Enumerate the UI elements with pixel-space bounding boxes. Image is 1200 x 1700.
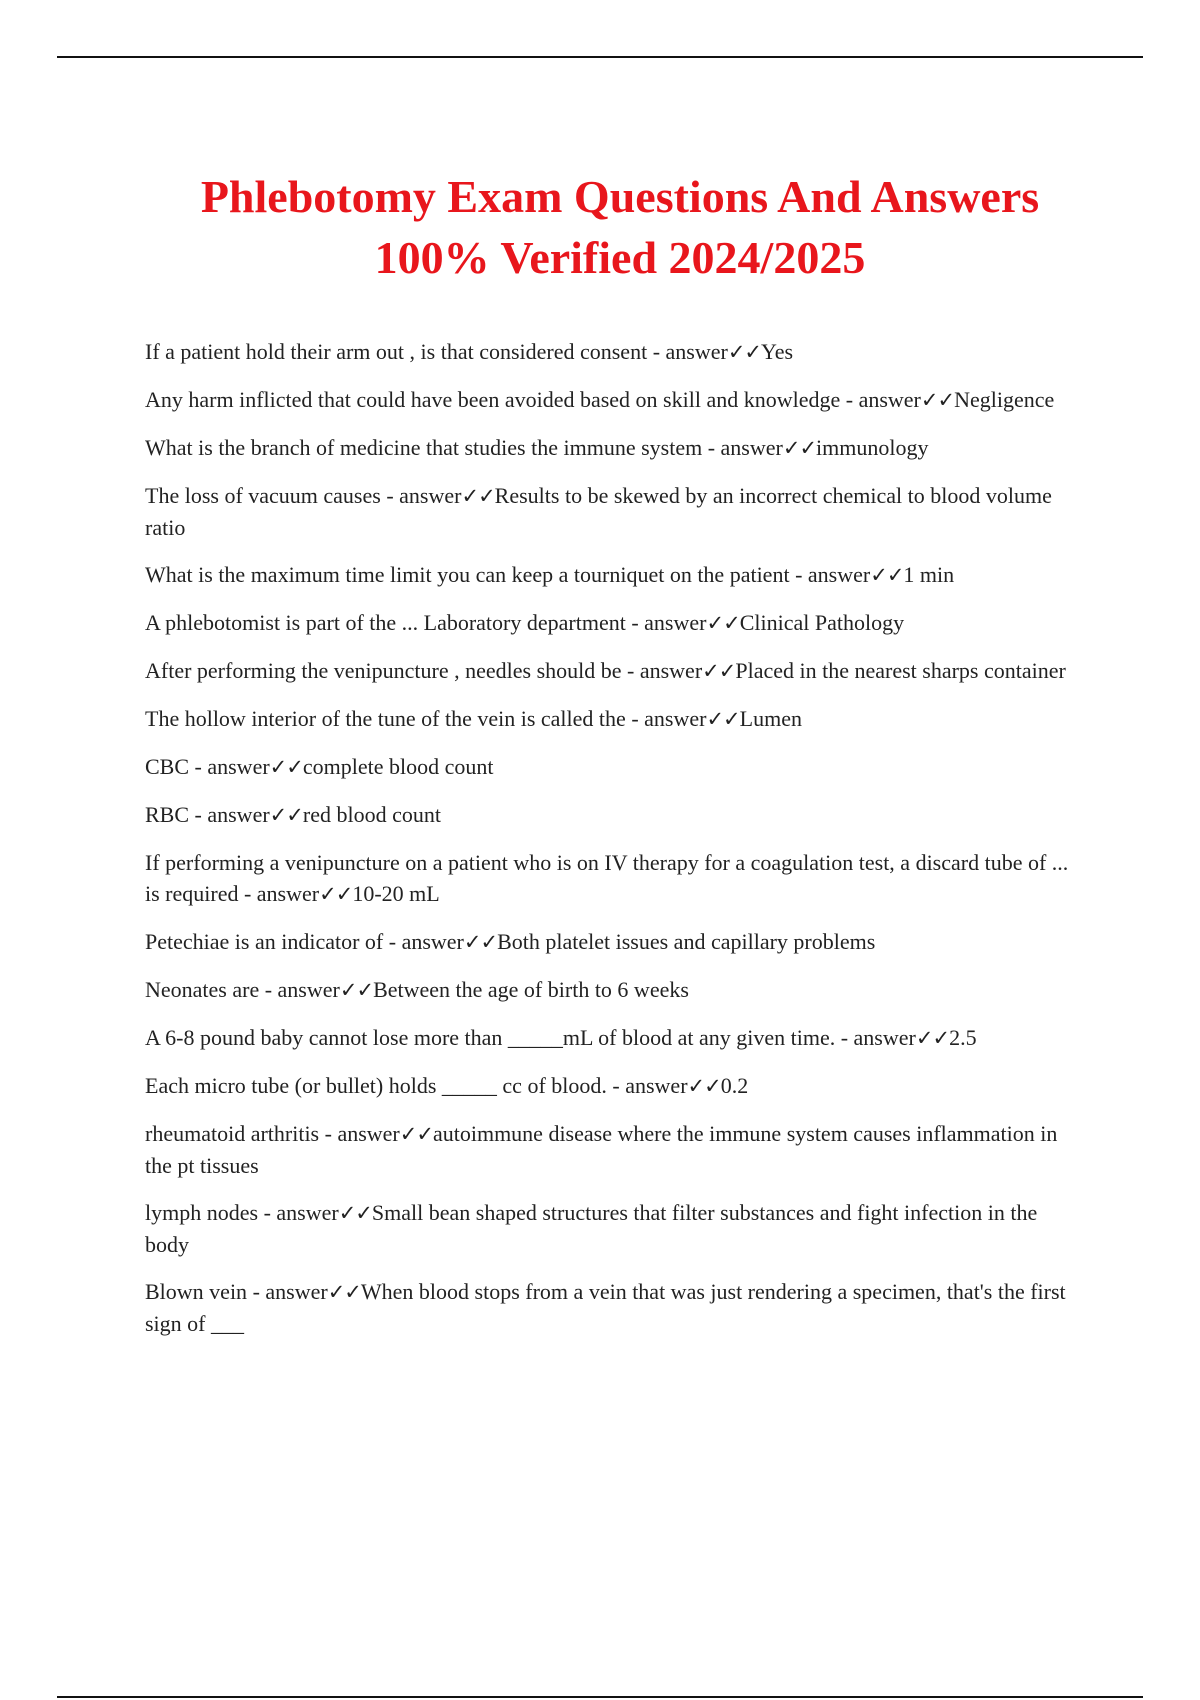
answer-label: answer [625, 1073, 688, 1098]
question-text: The hollow interior of the tune of the vein is called the [145, 706, 626, 731]
qa-item [145, 1197, 1085, 1260]
qa-item [145, 1276, 1085, 1339]
bottom-rule [57, 1696, 1143, 1698]
question-text: Neonates are [145, 977, 260, 1002]
top-rule [57, 56, 1143, 58]
answer-text: Negligence [954, 387, 1055, 412]
qa-list [145, 336, 1085, 1355]
qa-item [145, 974, 1085, 1006]
separator: - [621, 658, 640, 683]
question-text: The loss of vacuum causes [145, 483, 381, 508]
qa-item [145, 559, 1085, 591]
check-marks-icon: ✓✓ [727, 340, 762, 364]
answer-label: answer [265, 1279, 328, 1304]
answer-text: red blood count [302, 802, 441, 827]
answer-label: answer [665, 339, 728, 364]
answer-text: Clinical Pathology [739, 610, 905, 635]
check-marks-icon: ✓✓ [920, 388, 955, 412]
question-text: RBC [145, 802, 190, 827]
check-marks-icon: ✓✓ [338, 1201, 372, 1225]
separator: - [840, 387, 859, 412]
question-text: Petechiae is an indicator of [145, 929, 384, 954]
check-marks-icon: ✓✓ [269, 755, 303, 779]
question-text: Each micro tube (or bullet) holds _____ cc of blood. [145, 1073, 607, 1098]
qa-item [145, 336, 1085, 368]
separator: - [702, 435, 721, 460]
answer-label: answer [644, 706, 707, 731]
check-marks-icon: ✓✓ [706, 611, 740, 635]
qa-item [145, 703, 1085, 735]
check-marks-icon: ✓✓ [782, 436, 817, 460]
answer-label: answer [337, 1121, 400, 1146]
qa-item [145, 1022, 1085, 1054]
question-text: A 6-8 pound baby cannot lose more than _____mL of blood at any given time. [145, 1025, 836, 1050]
answer-text: 10-20 mL [352, 881, 440, 906]
answer-text: Lumen [739, 706, 802, 731]
answer-text: autoimmune disease where the immune system causes inflammation in the pt tissues [145, 1121, 1058, 1178]
answer-label: answer [858, 387, 921, 412]
question-text: If performing a venipuncture on a patient who is on IV therapy for a coagulation test, a discard tube of ... is required [145, 850, 1069, 906]
check-marks-icon: ✓✓ [687, 1074, 721, 1098]
answer-text: Both platelet issues and capillary problems [497, 929, 876, 954]
question-text: If a patient hold their arm out , is that considered consent [145, 339, 648, 364]
separator: - [189, 754, 208, 779]
qa-item [145, 751, 1085, 783]
answer-label: answer [399, 483, 462, 508]
check-marks-icon: ✓✓ [339, 978, 374, 1002]
answer-label: answer [639, 658, 703, 683]
answer-text: complete blood count [302, 754, 494, 779]
answer-label: answer [276, 1200, 339, 1225]
separator: - [647, 339, 666, 364]
question-text: Blown vein [145, 1279, 248, 1304]
check-marks-icon: ✓✓ [702, 659, 736, 683]
qa-item [145, 847, 1085, 910]
title-line-2: 100% Verified 2024/2025 [374, 232, 866, 283]
separator: - [238, 881, 257, 906]
answer-label: answer [807, 562, 871, 587]
separator: - [247, 1279, 266, 1304]
question-text: CBC [145, 754, 190, 779]
separator: - [625, 610, 645, 635]
check-marks-icon: ✓✓ [319, 882, 353, 906]
separator: - [259, 977, 278, 1002]
separator: - [625, 706, 645, 731]
answer-text: When blood stops from a vein that was just rendering a specimen, that's the first sign of ___ [145, 1279, 1066, 1336]
check-marks-icon: ✓✓ [461, 484, 495, 508]
answer-label: answer [853, 1025, 916, 1050]
separator: - [835, 1025, 854, 1050]
question-text: What is the branch of medicine that studies the immune system [145, 435, 703, 460]
answer-text: 2.5 [949, 1025, 977, 1050]
check-marks-icon: ✓✓ [327, 1280, 361, 1304]
question-text: What is the maximum time limit you can keep a tourniquet on the patient [145, 562, 790, 587]
separator: - [258, 1200, 277, 1225]
qa-item [145, 432, 1085, 464]
question-text: A phlebotomist is part of the ... Laboratory department [145, 610, 626, 635]
check-marks-icon: ✓✓ [915, 1026, 950, 1050]
answer-text: Yes [761, 339, 794, 364]
qa-item [145, 480, 1085, 543]
check-marks-icon: ✓✓ [463, 930, 498, 954]
answer-text: 0.2 [720, 1073, 749, 1098]
answer-text: 1 min [903, 562, 955, 587]
answer-label: answer [401, 929, 464, 954]
separator: - [189, 802, 208, 827]
answer-text: Results to be skewed by an incorrect chemical to blood volume ratio [145, 483, 1052, 540]
answer-label: answer [644, 610, 707, 635]
separator: - [383, 929, 402, 954]
check-marks-icon: ✓✓ [269, 803, 303, 827]
qa-item [145, 926, 1085, 958]
answer-text: Placed in the nearest sharps container [735, 658, 1066, 683]
qa-item [145, 1118, 1085, 1181]
question-text: rheumatoid arthritis [145, 1121, 320, 1146]
answer-text: immunology [816, 435, 929, 460]
check-marks-icon: ✓✓ [706, 707, 740, 731]
answer-label: answer [207, 802, 270, 827]
answer-text: Between the age of birth to 6 weeks [373, 977, 689, 1002]
separator: - [319, 1121, 338, 1146]
answer-label: answer [277, 977, 340, 1002]
question-text: lymph nodes [145, 1200, 259, 1225]
question-text: Any harm inflicted that could have been avoided based on skill and knowledge [145, 387, 841, 412]
title-line-1: Phlebotomy Exam Questions And Answers [200, 171, 1040, 222]
answer-label: answer [207, 754, 270, 779]
question-text: After performing the venipuncture , needles should be [145, 658, 622, 683]
qa-item [145, 384, 1085, 416]
check-marks-icon: ✓✓ [399, 1122, 433, 1146]
answer-text: Small bean shaped structures that filter substances and fight infection in the body [145, 1200, 1038, 1257]
separator: - [789, 562, 808, 587]
qa-item [145, 607, 1085, 639]
qa-item [145, 655, 1085, 687]
qa-item [145, 1070, 1085, 1102]
answer-label: answer [256, 881, 320, 906]
qa-item [145, 799, 1085, 831]
separator: - [606, 1073, 626, 1098]
check-marks-icon: ✓✓ [870, 563, 904, 587]
separator: - [380, 483, 400, 508]
document-title [100, 166, 1140, 288]
answer-label: answer [720, 435, 783, 460]
